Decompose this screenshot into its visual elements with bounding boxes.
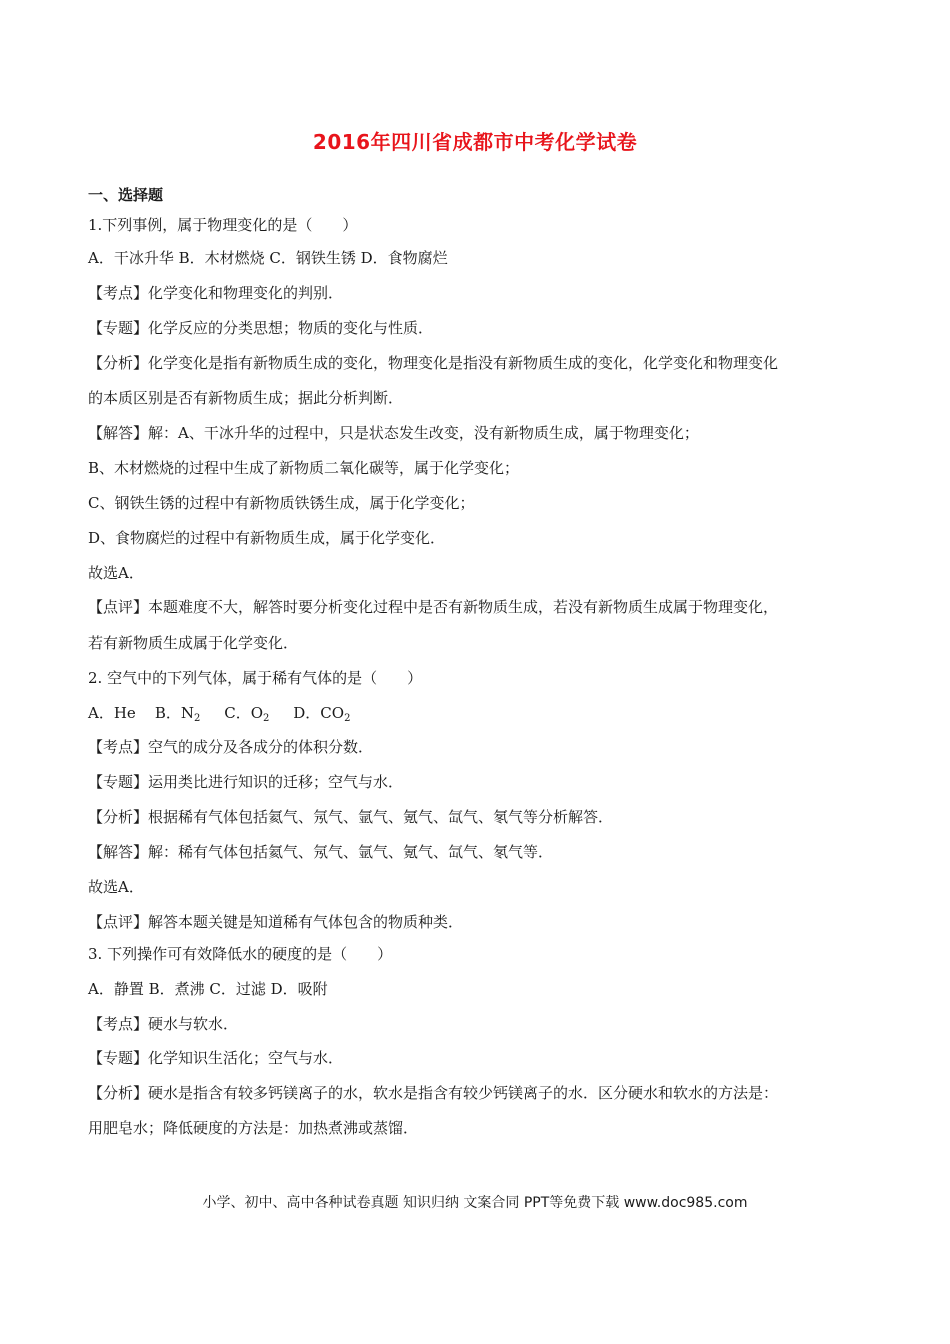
q2-option-d: D．$CO_2$ <box>293 704 351 724</box>
page-footer: 小学、初中、高中各种试卷真题 知识归纳 文案合同 PPT等免费下载 www.doc985.com <box>202 1195 748 1211</box>
q2-kaodian: 【考点】空气的成分及各成分的体积分数． <box>88 738 374 756</box>
page-title: 2016年四川省成都市中考化学试卷 <box>312 130 638 154</box>
q2-dianping: 【点评】解答本题关键是知道稀有气体包含的物质种类． <box>88 913 464 931</box>
q2-option-c: C．$O_2$ <box>224 704 270 724</box>
q1-zhuanti: 【专题】化学反应的分类思想；物质的变化与性质． <box>88 319 434 337</box>
q1-jieda-line1: 【解答】解：A、干冰升华的过程中，只是状态发生改变，没有新物质生成，属于物理变化； <box>88 424 699 442</box>
q1-stem: 1.下列事例，属于物理变化的是（ ） <box>88 216 358 234</box>
q1-kaodian: 【考点】化学变化和物理变化的判别． <box>88 284 344 302</box>
q1-fenxi-line2: 的本质区别是否有新物质生成；据此分析判断． <box>88 389 404 407</box>
q2-option-b: B．$N_2$ <box>154 704 201 724</box>
q2-answer: 故选A． <box>88 878 144 896</box>
q1-options: A．干冰升华 B．木材燃烧 C．钢铁生锈 D．食物腐烂 <box>88 249 448 267</box>
q1-dianping-line1: 【点评】本题难度不大，解答时要分析变化过程中是否有新物质生成，若没有新物质生成属于物理变化， <box>88 598 779 616</box>
q1-jieda-line2: B、木材燃烧的过程中生成了新物质二氧化碳等，属于化学变化； <box>88 459 520 477</box>
q2-fenxi: 【分析】根据稀有气体包括氦气、氖气、氩气、氪气、氙气、氡气等分析解答． <box>88 808 614 826</box>
q3-options: A．静置 B．煮沸 C．过滤 D．吸附 <box>88 980 328 998</box>
q3-zhuanti: 【专题】化学知识生活化；空气与水． <box>88 1049 344 1067</box>
q3-stem: 3. 下列操作可有效降低水的硬度的是（ ） <box>88 945 393 963</box>
q2-zhuanti: 【专题】运用类比进行知识的迁移；空气与水． <box>88 773 404 791</box>
q3-fenxi-line2: 用肥皂水；降低硬度的方法是：加热煮沸或蒸馏． <box>88 1119 419 1137</box>
q2-options <box>88 703 350 729</box>
q3-kaodian: 【考点】硬水与软水． <box>88 1015 239 1033</box>
q1-jieda-line3: C、钢铁生锈的过程中有新物质铁锈生成，属于化学变化； <box>88 494 475 512</box>
q1-fenxi-line1: 【分析】化学变化是指有新物质生成的变化，物理变化是指没有新物质生成的变化，化学变化和物理变化 <box>88 354 779 372</box>
q3-fenxi-line1: 【分析】硬水是指含有较多钙镁离子的水，软水是指含有较少钙镁离子的水．区分硬水和软水的方法是： <box>88 1084 779 1102</box>
q2-stem: 2. 空气中的下列气体，属于稀有气体的是（ ） <box>88 669 423 687</box>
q2-jieda: 【解答】解：稀有气体包括氦气、氖气、氩气、氪气、氙气、氡气等． <box>88 843 554 861</box>
q1-answer: 故选A． <box>88 564 144 582</box>
q1-dianping-line2: 若有新物质生成属于化学变化． <box>88 634 299 652</box>
q1-jieda-line4: D、食物腐烂的过程中有新物质生成，属于化学变化． <box>88 529 446 547</box>
section-heading: 一、选择题 <box>88 186 164 204</box>
q2-option-a: A．He <box>88 704 136 722</box>
